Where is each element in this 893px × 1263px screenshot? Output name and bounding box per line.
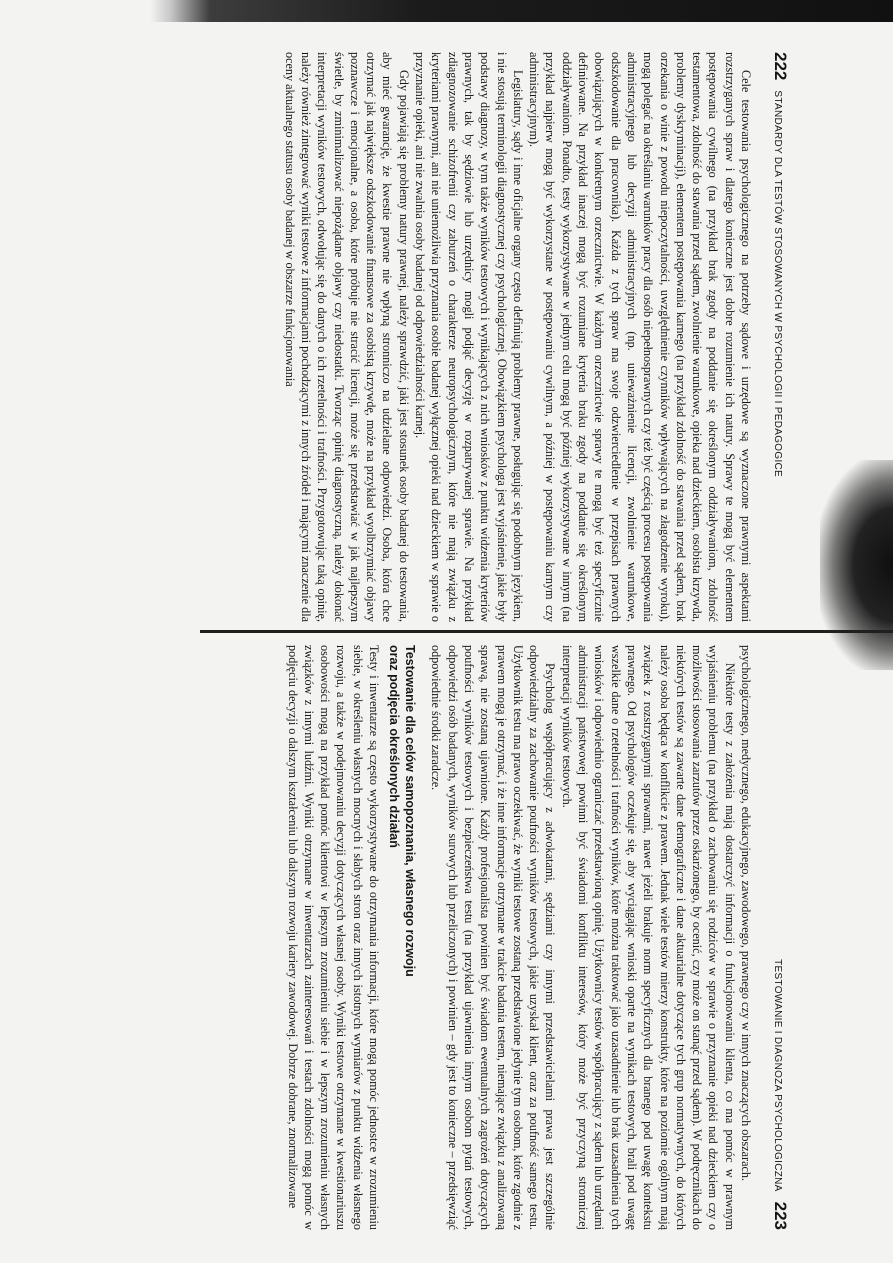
running-head-text-left: STANDARDY DLA TESTÓW STOSOWANYCH W PSYCHOLOGII I PEDAGOGICE <box>772 90 783 478</box>
paragraph: Testy i inwentarze są często wykorzystywane do otrzymania informacji, które mogą pomóc jednostce w zrozumieniu siebie, w określeniu własnych mocnych i słabych stron oraz innych istotnych wymiarów z punktu widzenia własnego rozwoju, a także w podejmowaniu decyzji dotyczących własnej osoby. Wyniki testowe otrzymane w kwestionariuszu osobowości mogą na przykład pomóc klientowi w lepszym zrozumieniu siebie i w lepszym zrozumieniu własnych związków z innymi ludźmi. Wyniki otrzymane w inwentarzach zainteresowań i testach zdolności mogą pomóc w podjęciu decyzji o dalszym kształceniu lub dalszym rozwoju kariery zawodowej. Dobrze dobrane, znormalizowane <box>285 645 382 1230</box>
page-222 <box>50 52 790 622</box>
page-number-223: 223 <box>771 1201 790 1230</box>
paragraph: Legislatury, sądy i inne oficjalne organy często definiują problemy prawne, posługując się podobnym językiem, i nie stosują terminologii diagnostycznej czy psychologicznej. Obowiązkiem psychologa jest wyjaśnienie, jakie były podstawy diagnozy, w tym także wyników testowych i wynikających z nich wniosków z punktu widzenia kryteriów prawnych, tak by sędziowie lub urzędnicy mogli podjąć decyzję w rozpatrywanej sprawie. Na przykład zdiagnozowanie schizofrenii czy zaburzeń o charakterze neuropsychologicznym, które nie mają związku z kryteriami prawnymi, ani nie uniemożliwia przyznania osobie badanej wyłącznej opieki nad dzieckiem w sprawie o przyznanie opieki, ani nie zwalnia osoby badanej od odpowiedzialności karnej. <box>413 52 525 622</box>
paragraph: Cele testowania psychologicznego na potrzeby sądowe i urzędowe są wyznaczone prawnymi aspektami rozstrzyganych spraw i dlatego konieczne jest dobre rozumienie ich natury. Sprawy te mogą być elementem postępowania cywilnego (na przykład brak zgody na poddanie się określonym oddziaływaniom, zdolność testamentowa, zdolność do stawania przed sądem, zwolnienie warunkowe, opieka nad dzieckiem, osobista krzywda, problemy dyskryminacji), elementem postępowania karnego (na przykład zdolność do stawania przed sądem, brak orzekania o winie z powodu niepoczytalności, uwzględnienie czynników wpływających na złagodzenie wyroku), mogą polegać na określaniu warunków pracy dla osób niepełnosprawnych czy też być częścią procesu postępowania administracyjnego lub decyzji administracyjnych (np. unieważnienie licencji, zwolnienie warunkowe, odszkodowanie dla pracownika). Każda z tych spraw ma swoje odzwierciedlenie w przepisach prawnych obowiązujących w konkretnym orzecznictwie. W każdym orzecznictwie sprawy te mogą być też specyficznie definiowane. Na przykład inaczej mogą być rozumiane kryteria braku zgody na poddanie się określonym oddziaływaniom. Ponadto, testy wykorzystywane w jednym celu mogą być później wykorzystywane w innym (na przykład najpierw mogą być wykorzystane w postępowaniu cywilnym, a później w postępowaniu karnym czy administracyjnym). <box>527 52 753 622</box>
running-head-left <box>770 52 790 622</box>
section-heading-line-2: oraz podjęcia określonych działań <box>387 645 402 848</box>
section-heading-line-1: Testowanie dla celów samopoznania, własnego rozwoju <box>403 645 418 977</box>
page-divider <box>200 630 893 633</box>
text-column-right <box>284 645 754 1230</box>
paragraph: Niektóre testy z założenia mają dostarczyć informacji o funkcjonowaniu klienta, co ma pomóc w prawnym wyjaśnieniu problemu (na przykład o zachowaniu się rodziców w sprawie o przyznanie opieki nad dzieckiem czy o możliwości stosowania zarzutów przez oskarżonego, by ocenić, czy może on stanąć przed sądem). W podręcznikach do niektórych testów są zawarte dane demograficzne i dane aktuarialne dotyczące tych grup normatywnych, do których należy osoba będąca w konflikcie z prawem. Jednak wiele testów mierzy konstrukty, które na poziomie ogólnym mają związek z rozstrzyganymi sprawami, nawet jeżeli brakuje norm specyficznych dla branego pod uwagę kontekstu prawnego. Od psychologów oczekuje się, aby wyciągając wnioski oparte na wynikach testowych, brali pod uwagę wszelkie dane o rzetelności i trafności wyników, które można traktować jako uzasadnienie lub brak uzasadnienia tych wniosków i odpowiednio ograniczać przedstawioną opinię. Użytkownicy testów współpracujący z sądem lub urzędami administracji państwowej powinni być świadomi konfliktu interesów, który może być przyczyną stronniczej interpretacji wyników testowych. <box>559 645 737 1230</box>
paragraph: Psycholog współpracujący z adwokatami, sędziami czy innymi przedstawicielami prawa jest szczególnie odpowiedzialny za zachowanie poufności wyników testowych, jakie uzyskał klient, oraz za poufność samego testu. Użytkownik testu ma prawo oczekiwać, że wyniki testowe zostaną przedstawione jedynie tym osobom, które zgodnie z prawem mogą je otrzymać, i że inne informacje otrzymane w trakcie badania testem, niemające związku z analizowaną sprawą, nie zostaną ujawnione. Każdy profesjonalista powinien być świadom ewentualnych zagrożeń dotyczących poufności wyników testowych i bezpieczeństwa testu (na przykład ujawnienia innym osobom pytań testowych, odpowiedzi osób badanych, wyników surowych lub przeliczonych) i powinien – gdy jest to konieczne – przedsięwziąć odpowiednie środki zaradcze. <box>429 645 558 1230</box>
page-number-222: 222 <box>771 52 790 81</box>
page-223 <box>50 645 790 1230</box>
scan-shadow-spine <box>820 460 893 670</box>
paragraph: psychologicznego, medycznego, edukacyjnego, zawodowego, prawnego czy w innych znaczących obszarach. <box>739 645 753 1182</box>
running-head-text-right: TESTOWANIE I DIAGNOZA PSYCHOLOGICZNA <box>772 959 783 1192</box>
section-heading <box>386 645 418 1230</box>
paragraph: Gdy pojawiają się problemy natury prawnej, należy sprawdzić, jaki jest stosunek osoby badanej do testowania, aby mieć gwarancję, że kwestie prawne nie wpłyną stronniczo na udzielane odpowiedzi. Osoba, która chce otrzymać jak największe odszkodowanie finansowe za osobistą krzywdę, może na przykład wyolbrzymiać objawy poznawcze i emocjonalne, a osoba, które próbuje nie stracić licencji, może się przedstawiać w jak najlepszym świetle, by zminimalizować niepożądane objawy czy niedostatki. Tworząc opinię diagnostyczną, należy dokonać interpretacji wyników testowych, odwołując się do danych o ich rzetelności i trafności. Przygotowując taką opinię, należy również zintegrować wyniki testowe z informacjami pochodzącymi z innych źródeł i mającymi znaczenie dla oceny aktualnego statusu osoby badanej w obszarze funkcjonowania <box>282 52 411 622</box>
running-head-right <box>770 645 790 1230</box>
scan-shadow-top <box>0 0 893 22</box>
text-column-left <box>281 52 754 622</box>
